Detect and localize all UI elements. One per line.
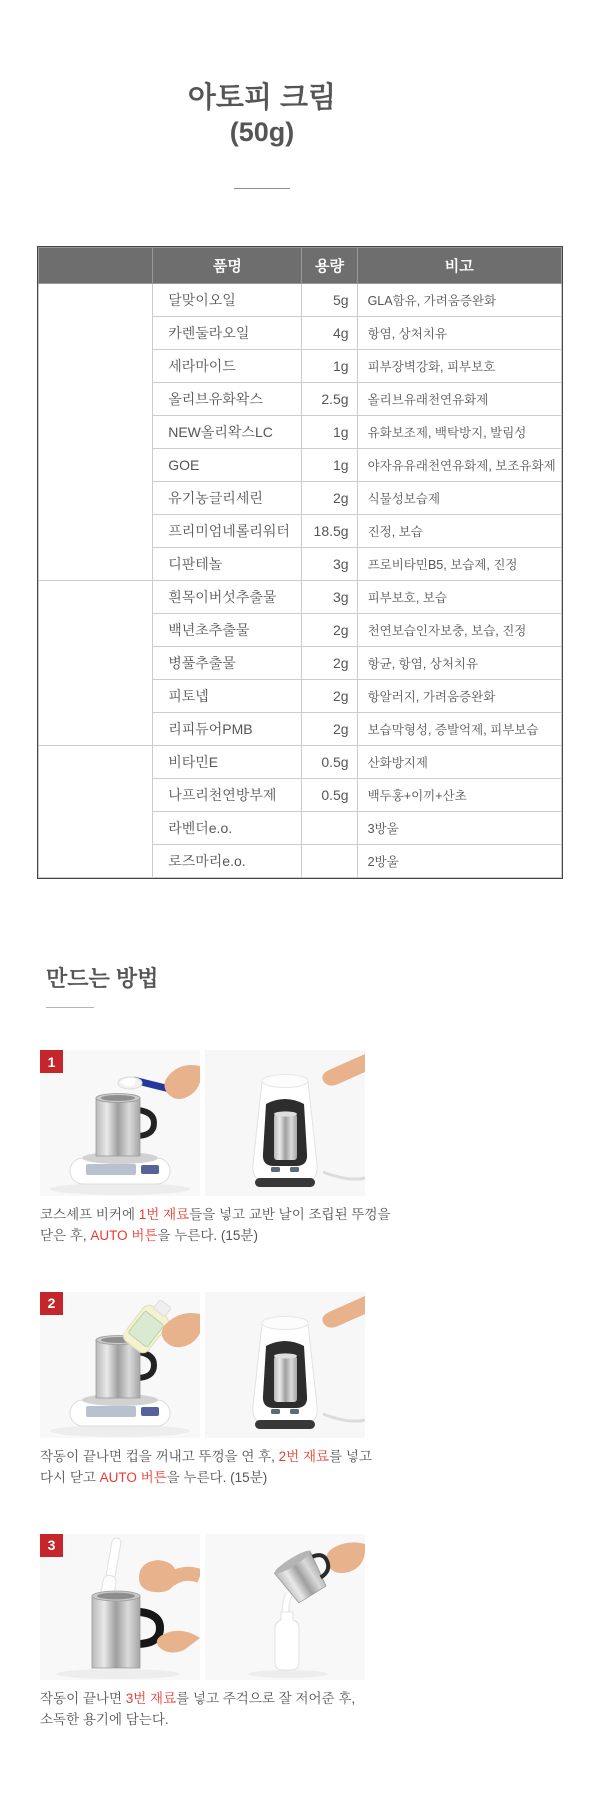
cell-name: 로즈마리e.o. <box>153 845 302 878</box>
caption-text: 작동이 끝나면 컵을 꺼내고 뚜껑을 연 후, <box>40 1448 279 1464</box>
table-header-row <box>39 248 562 284</box>
step-2-photos <box>40 1292 400 1438</box>
cell-amount: 1g <box>302 350 357 383</box>
cell-note: 피부장벽강화, 피부보호 <box>357 350 561 383</box>
pressing-machine-button-photo <box>205 1292 365 1438</box>
cell-name: 라벤더e.o. <box>153 812 302 845</box>
cell-amount: 3g <box>302 548 357 581</box>
page-title: 아토피 크림 <box>187 82 337 114</box>
cell-amount <box>302 845 357 878</box>
caption-text: 을 누른다. (15분) <box>166 1469 268 1485</box>
caption-text: 다시 닫고 <box>40 1469 100 1485</box>
step-3-photos <box>40 1534 400 1680</box>
cell-name: 디판테놀 <box>153 548 302 581</box>
section-label-1-auto: 1. Auto <box>39 284 153 581</box>
title-divider <box>234 188 290 189</box>
caption-line <box>40 1468 400 1489</box>
cell-name: 비타민E <box>153 746 302 779</box>
cell-name: GOE <box>153 449 302 482</box>
cell-name: 리피듀어PMB <box>153 713 302 746</box>
machine-illustration <box>205 1050 365 1196</box>
cell-name: 세라마이드 <box>153 350 302 383</box>
stirring-illustration <box>40 1534 200 1680</box>
machine-illustration <box>205 1292 365 1438</box>
page-subtitle: (50g) <box>229 117 295 148</box>
step-2 <box>40 1292 400 1489</box>
cell-note: 프로비타민B5, 보습제, 진정 <box>357 548 561 581</box>
cell-amount <box>302 812 357 845</box>
caption-line <box>40 1689 400 1710</box>
cell-name: 병풀추출물 <box>153 647 302 680</box>
cell-note: 피부보호, 보습 <box>357 581 561 614</box>
caption-line <box>40 1710 400 1731</box>
caption-text: 를 넣고 주걱으로 잘 저어준 후, <box>176 1690 356 1706</box>
step-number-badge: 2 <box>40 1292 63 1315</box>
cell-amount: 0.5g <box>302 779 357 812</box>
cell-name: 카렌둘라오일 <box>153 317 302 350</box>
pouring-container-illustration <box>205 1534 365 1680</box>
cell-note: 유화보조제, 백탁방지, 발림성 <box>357 416 561 449</box>
cell-name: 프리미엄네롤리워터 <box>153 515 302 548</box>
cell-note: 2방울 <box>357 845 561 878</box>
step-2-caption <box>40 1447 400 1489</box>
caption-highlight: 1번 재료 <box>138 1207 190 1222</box>
section-label-3: 3 <box>39 746 153 878</box>
caption-line <box>40 1205 400 1226</box>
caption-highlight: AUTO 버튼 <box>99 1469 167 1485</box>
cell-note: 3방울 <box>357 812 561 845</box>
cell-amount: 3g <box>302 581 357 614</box>
cell-amount: 1g <box>302 449 357 482</box>
step-1 <box>40 1050 400 1247</box>
table-row <box>39 581 562 614</box>
weighing-beaker-illustration <box>40 1050 200 1196</box>
cell-note: 백두홍+이끼+산초 <box>357 779 561 812</box>
cell-note: 항염, 상처치유 <box>357 317 561 350</box>
cell-amount: 2g <box>302 680 357 713</box>
step-number-badge: 3 <box>40 1534 63 1557</box>
cell-note: 진정, 보습 <box>357 515 561 548</box>
step-1-photos <box>40 1050 400 1196</box>
caption-text: 작동이 끝나면 <box>40 1690 126 1706</box>
cell-name: 유기농글리세린 <box>153 482 302 515</box>
cell-note: 항알러지, 가려움증완화 <box>357 680 561 713</box>
cell-amount: 18.5g <box>302 515 357 548</box>
column-header-section <box>39 248 153 284</box>
caption-text: 소독한 용기에 담는다. <box>40 1711 169 1727</box>
section-label-2-auto: 2. Auto <box>39 581 153 746</box>
caption-text: 들을 넣고 교반 날이 조립된 뚜껑을 <box>189 1207 391 1222</box>
caption-highlight: 2번 재료 <box>278 1448 330 1464</box>
step-number-badge: 1 <box>40 1050 63 1073</box>
stirring-with-spatula-photo <box>40 1534 200 1680</box>
caption-line <box>40 1226 400 1247</box>
cell-note: 항균, 항염, 상처치유 <box>357 647 561 680</box>
ingredients-table <box>38 247 562 878</box>
cell-note: 천연보습인자보충, 보습, 진정 <box>357 614 561 647</box>
title-block <box>0 80 524 189</box>
cell-name: NEW올리왁스LC <box>153 416 302 449</box>
cell-amount: 2g <box>302 482 357 515</box>
pressing-machine-button-photo <box>205 1050 365 1196</box>
method-heading: 만드는 방법 <box>46 966 159 991</box>
table-row <box>39 284 562 317</box>
step-3 <box>40 1534 400 1731</box>
column-header-name: 품명 <box>153 248 302 284</box>
cell-name: 백년초추출물 <box>153 614 302 647</box>
cell-name: 올리브유화왁스 <box>153 383 302 416</box>
cell-note: GLA함유, 가려움증완화 <box>357 284 561 317</box>
ingredients-table-wrap <box>37 246 563 879</box>
cell-amount: 1g <box>302 416 357 449</box>
cell-name: 피토넵 <box>153 680 302 713</box>
caption-text: 코스셰프 비커에 <box>40 1207 139 1222</box>
cell-amount: 0.5g <box>302 746 357 779</box>
cell-note: 야자유유래천연유화제, 보조유화제 <box>357 449 561 482</box>
column-header-note: 비고 <box>357 248 561 284</box>
cell-amount: 5g <box>302 284 357 317</box>
cell-note: 보습막형성, 증발억제, 피부보습 <box>357 713 561 746</box>
caption-highlight: 3번 재료 <box>125 1690 177 1706</box>
method-section <box>0 962 600 1731</box>
caption-text: 을 누른다. (15분) <box>157 1227 258 1243</box>
method-divider <box>46 1007 94 1008</box>
cell-note: 산화방지제 <box>357 746 561 779</box>
cell-amount: 2.5g <box>302 383 357 416</box>
steps-list <box>40 1050 600 1731</box>
cell-name: 나프리천연방부제 <box>153 779 302 812</box>
step-1-caption <box>40 1205 400 1247</box>
cell-amount: 2g <box>302 647 357 680</box>
cell-amount: 2g <box>302 614 357 647</box>
pouring-bottle-illustration <box>40 1292 200 1438</box>
caption-text: 닫은 후, <box>40 1227 91 1243</box>
cell-amount: 4g <box>302 317 357 350</box>
pouring-ingredient-bottle-photo <box>40 1292 200 1438</box>
caption-highlight: AUTO 버튼 <box>90 1227 158 1243</box>
cell-amount: 2g <box>302 713 357 746</box>
step-3-caption <box>40 1689 400 1731</box>
weighing-beaker-with-spoon-photo <box>40 1050 200 1196</box>
pouring-into-container-photo <box>205 1534 365 1680</box>
cell-note: 올리브유래천연유화제 <box>357 383 561 416</box>
cell-name: 흰목이버섯추출물 <box>153 581 302 614</box>
caption-line <box>40 1447 400 1468</box>
cell-name: 달맞이오일 <box>153 284 302 317</box>
caption-text: 를 넣고 <box>329 1448 372 1464</box>
cell-note: 식물성보습제 <box>357 482 561 515</box>
table-row <box>39 746 562 779</box>
column-header-amount: 용량 <box>302 248 357 284</box>
